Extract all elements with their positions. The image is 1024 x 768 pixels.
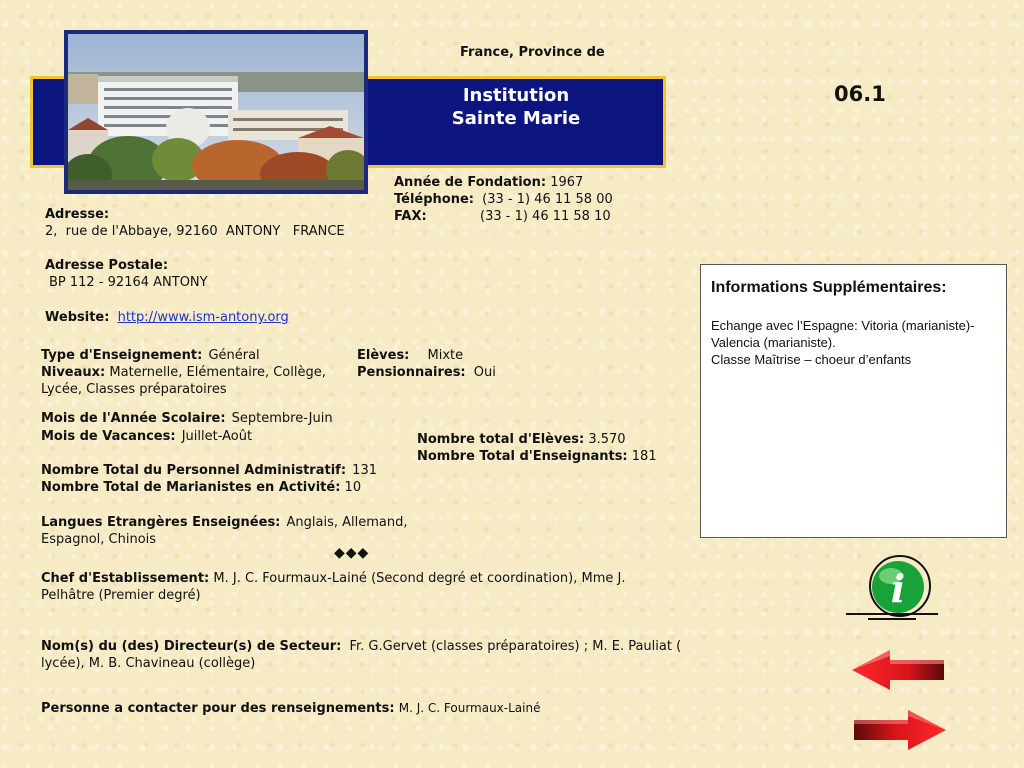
school-photo	[64, 30, 368, 194]
contact-person-value: M. J. C. Fourmaux-Lainé	[398, 701, 541, 715]
niveaux-label: Niveaux:	[41, 365, 106, 380]
info-box-title: Informations Supplémentaires:	[711, 279, 947, 296]
total-enseignants-label: Nombre Total d'Enseignants:	[417, 449, 628, 464]
telephone-row	[394, 191, 613, 208]
website-link[interactable]: http://www.ism-antony.org	[117, 310, 289, 325]
directeur-row	[41, 638, 681, 655]
fax-label: FAX:	[394, 209, 427, 224]
next-arrow-button[interactable]	[852, 708, 948, 752]
marianistes-value: 10	[344, 480, 362, 495]
page-code: 06.1	[834, 82, 886, 106]
foundation-row	[394, 174, 583, 191]
chef-value-line2: Pelhâtre (Premier degré)	[41, 588, 201, 603]
eleves-value: Mixte	[427, 348, 464, 363]
mois-row	[41, 410, 333, 427]
info-icon[interactable]	[842, 552, 942, 626]
total-enseignants-value: 181	[631, 449, 657, 464]
directeur-value: Fr. G.Gervet (classes préparatoires) ; M. E. Pauliat (	[349, 639, 682, 654]
type-label: Type d'Enseignement:	[41, 348, 203, 363]
chef-row	[41, 570, 625, 587]
foundation-label: Année de Fondation:	[394, 175, 547, 190]
total-eleves-row	[417, 431, 626, 448]
separator-diamonds: ◆◆◆	[334, 545, 370, 561]
institution-title-line1: Institution	[462, 85, 570, 106]
chef-label: Chef d'Establissement:	[41, 571, 210, 586]
langues-row	[41, 514, 408, 531]
website-row	[45, 309, 289, 326]
mois-label: Mois de l'Année Scolaire:	[41, 411, 226, 426]
total-eleves-value: 3.570	[588, 432, 626, 447]
arrow-left-icon	[850, 648, 946, 692]
langues-label: Langues Etrangères Enseignées:	[41, 515, 281, 530]
vacances-value: Juillet-Août	[181, 429, 253, 444]
personnel-value: 131	[352, 463, 377, 478]
contact-person-label: Personne a contacter pour des renseignements:	[41, 701, 395, 716]
address-value: 2, rue de l'Abbaye, 92160 ANTONY FRANCE	[45, 224, 345, 239]
directeur-label: Nom(s) du (des) Directeur(s) de Secteur:	[41, 639, 342, 654]
pension-value: Oui	[473, 365, 496, 380]
total-eleves-label: Nombre total d'Elèves:	[417, 432, 585, 447]
pension-row	[357, 364, 496, 381]
back-arrow-button[interactable]	[850, 648, 946, 692]
website-label: Website:	[45, 310, 110, 325]
niveaux-value-line2: Lycée, Classes préparatoires	[41, 382, 227, 397]
marianistes-row	[41, 479, 361, 496]
contact-person-row	[41, 700, 540, 717]
type-row	[41, 347, 260, 364]
postal-address-value: BP 112 - 92164 ANTONY	[49, 275, 208, 290]
telephone-value: (33 - 1) 46 11 58 00	[482, 192, 613, 207]
arrow-right-icon	[852, 708, 948, 752]
niveaux-row	[41, 364, 326, 381]
type-value: Général	[208, 348, 260, 363]
foundation-value: 1967	[550, 175, 584, 190]
institution-title-line2: Sainte Marie	[451, 108, 581, 129]
pension-label: Pensionnaires:	[357, 365, 466, 380]
telephone-label: Téléphone:	[394, 192, 474, 207]
personnel-row	[41, 462, 377, 479]
info-box	[700, 264, 1007, 538]
niveaux-value: Maternelle, Elémentaire, Collège,	[109, 365, 326, 380]
mois-value: Septembre-Juin	[231, 411, 333, 426]
personnel-label: Nombre Total du Personnel Administratif:	[41, 463, 347, 478]
fax-row	[394, 208, 611, 225]
langues-value-line2: Espagnol, Chinois	[41, 532, 157, 547]
langues-value: Anglais, Allemand,	[286, 515, 408, 530]
eleves-label: Elèves:	[357, 348, 410, 363]
vacances-row	[41, 428, 252, 445]
province-label: France, Province de	[460, 45, 605, 60]
info-line-2: Valencia (marianiste).	[711, 335, 836, 350]
info-line-3: Classe Maîtrise – choeur d’enfants	[711, 352, 912, 367]
total-enseignants-row	[417, 448, 657, 465]
postal-address-label: Adresse Postale:	[45, 258, 169, 273]
marianistes-label: Nombre Total de Marianistes en Activité:	[41, 480, 341, 495]
chef-value: M. J. C. Fourmaux-Lainé (Second degré et coordination), Mme J.	[213, 571, 626, 586]
fax-value: (33 - 1) 46 11 58 10	[480, 209, 611, 224]
vacances-label: Mois de Vacances:	[41, 429, 176, 444]
info-line-1: Echange avec l’Espagne: Vitoria (marianiste)-	[711, 318, 975, 333]
institution-title	[380, 84, 652, 130]
address-label: Adresse:	[45, 207, 110, 222]
directeur-value-line2: lycée), M. B. Chavineau (collège)	[41, 656, 256, 671]
svg-text:i: i	[890, 566, 906, 611]
eleves-row	[357, 347, 463, 364]
